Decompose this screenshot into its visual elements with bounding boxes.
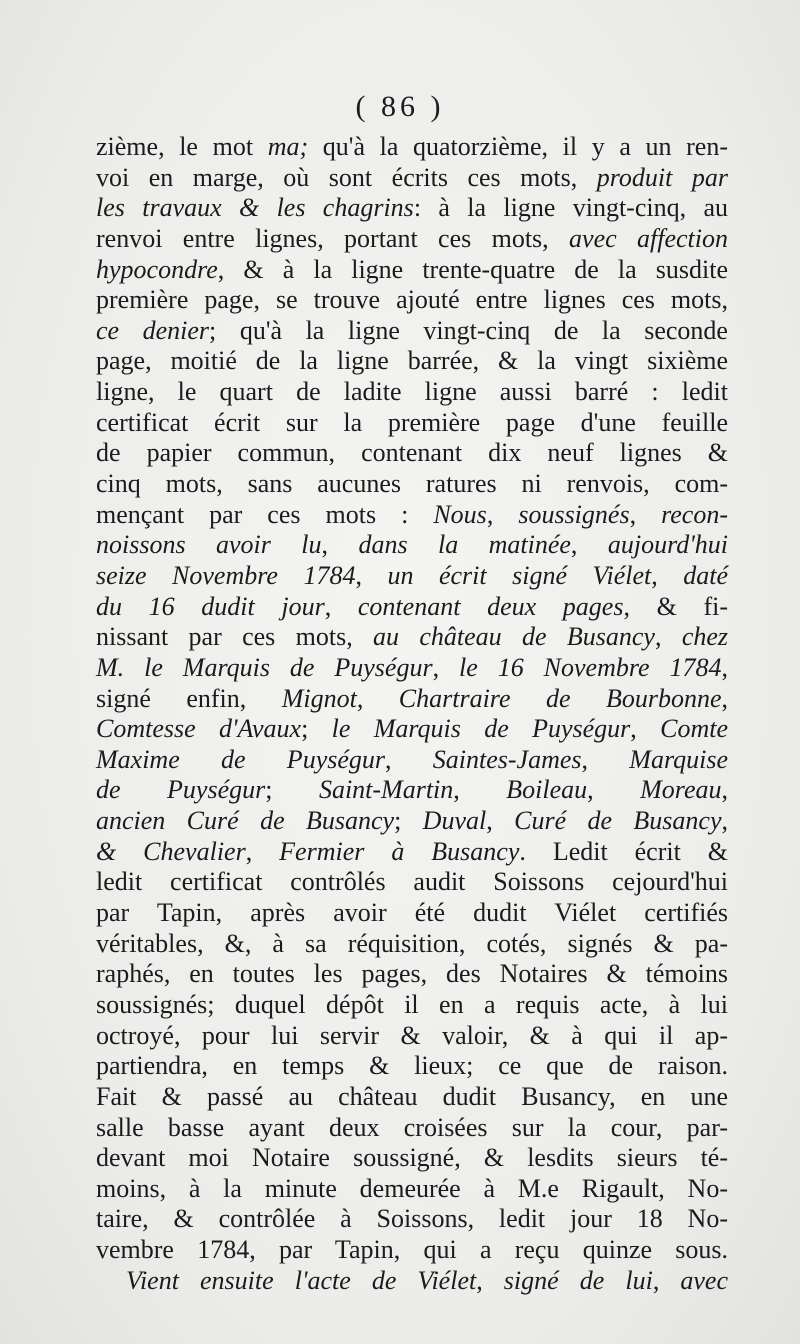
italic-text: Chartraire de Bourbonne <box>398 683 722 713</box>
roman-text: , <box>324 591 358 621</box>
roman-text: par Tapin, après avoir été dudit Viélet certifiés <box>96 898 728 928</box>
roman-text: , <box>245 836 280 866</box>
roman-text: , <box>355 560 388 590</box>
roman-text: signé enfin, <box>96 683 282 713</box>
italic-text: noissons avoir lu <box>96 530 322 560</box>
text-line <box>96 1266 728 1297</box>
italic-text: recon- <box>661 499 728 529</box>
roman-text: , <box>654 622 682 652</box>
text-line <box>96 592 728 623</box>
italic-text: seize Novembre 1784 <box>96 560 356 590</box>
roman-text: salle basse ayant deux croisées sur la cour, par- <box>96 1112 728 1142</box>
roman-text: cinq mots, sans aucunes ratures ni renvois, com- <box>96 469 728 499</box>
roman-text: ledit certificat contrôlés audit Soissons cejourd'hui <box>96 867 728 897</box>
text-line <box>96 255 728 286</box>
italic-text: du 16 dudit jour <box>96 591 325 621</box>
text-line <box>96 929 728 960</box>
italic-text: Saint-Martin <box>318 775 454 805</box>
roman-text: ligne, le quart de ladite ligne aussi barré : ledit <box>96 377 728 407</box>
italic-text: ancien Curé de Busancy <box>96 806 395 836</box>
italic-text: les travaux & les chagrins <box>96 193 414 223</box>
text-line <box>96 224 728 255</box>
text-line <box>96 1204 728 1235</box>
text-line <box>96 1174 728 1205</box>
roman-text: renvoi entre lignes, portant ces mots, <box>96 223 570 253</box>
italic-text: chez <box>681 622 729 652</box>
italic-text: avec affection <box>569 223 728 253</box>
text-line <box>96 530 728 561</box>
roman-text: ; <box>265 775 319 805</box>
italic-text: ma; <box>267 132 309 161</box>
italic-text: avec <box>680 1265 729 1295</box>
text-line <box>96 745 728 776</box>
text-line <box>96 684 728 715</box>
text-line <box>96 193 728 224</box>
text-line <box>96 408 728 439</box>
roman-text: Fait & passé au château dudit Busancy, en une <box>96 1081 728 1111</box>
roman-text: page, moitié de la ligne barrée, & la vingt sixième <box>96 346 728 376</box>
italic-text: Maxime de Puységur <box>96 744 386 774</box>
roman-text: soussignés; duquel dépôt il en a requis acte, à lui <box>96 989 728 1019</box>
text-line <box>96 1113 728 1144</box>
roman-text: , <box>721 775 728 805</box>
roman-text: partiendra, en temps & lieux; ce que de raison. <box>96 1051 728 1081</box>
italic-text: signé de lui <box>503 1265 653 1295</box>
roman-text: zième, le mot <box>96 132 268 161</box>
text-line <box>96 438 728 469</box>
text-line <box>96 469 728 500</box>
italic-text: produit par <box>596 162 728 192</box>
text-line <box>96 990 728 1021</box>
text-line <box>96 1143 728 1174</box>
text-line <box>96 622 728 653</box>
text-line <box>96 1021 728 1052</box>
text-line <box>96 775 728 806</box>
italic-text: le Marquis de Puységur <box>331 714 631 744</box>
roman-text: , <box>453 775 507 805</box>
italic-text: dans la matinée <box>358 530 571 560</box>
roman-text: ; <box>394 806 423 836</box>
roman-text: véritables, &, à sa réquisition, cotés, signés & pa- <box>96 928 728 958</box>
text-line <box>96 1051 728 1082</box>
italic-text: Boileau <box>506 775 588 805</box>
italic-text: au château de Busancy <box>373 622 655 652</box>
roman-text: , <box>721 683 728 713</box>
roman-text: , <box>570 530 608 560</box>
italic-text: contenant deux pages <box>357 591 624 621</box>
text-line <box>96 377 728 408</box>
roman-text: : à la ligne vingt-cinq, au <box>413 193 728 223</box>
roman-text: voi en marge, où sont écrits ces mots, <box>96 162 597 192</box>
italic-text: Mignot <box>281 683 357 713</box>
text-line <box>96 959 728 990</box>
text-line <box>96 500 728 531</box>
roman-text: , <box>651 560 684 590</box>
text-line <box>96 867 728 898</box>
roman-text: mençant par ces mots : <box>96 499 434 529</box>
italic-text: Nous <box>433 499 487 529</box>
italic-text: hypocondre <box>96 254 218 284</box>
roman-text: première page, se trouve ajouté entre lignes ces mots, <box>96 285 728 315</box>
roman-text: , <box>321 530 359 560</box>
roman-text: , <box>432 652 460 682</box>
text-line <box>96 653 728 684</box>
roman-text: moins, à la minute demeurée à M.e Rigault, No- <box>96 1173 728 1203</box>
text-line <box>96 285 728 316</box>
italic-text: soussignés <box>518 499 630 529</box>
text-line <box>96 806 728 837</box>
italic-text: Curé de Busancy <box>514 806 722 836</box>
roman-text: qu'à la quatorzième, il y a un ren‑ <box>308 132 729 161</box>
italic-text: Saintes-James <box>432 744 582 774</box>
roman-text: , <box>629 499 662 529</box>
roman-text: , <box>476 1265 504 1295</box>
text-line <box>96 898 728 929</box>
text-line <box>96 346 728 377</box>
italic-text: Comtesse d'Avaux <box>96 714 302 744</box>
italic-text: Comte <box>660 714 728 744</box>
italic-text: ce denier <box>96 315 210 345</box>
roman-text: , <box>486 499 519 529</box>
roman-text: , <box>385 744 433 774</box>
body-text <box>96 132 728 1296</box>
roman-text: . Ledit écrit & <box>519 836 728 866</box>
roman-text: ; qu'à la ligne vingt-cinq de la seconde <box>209 315 728 345</box>
text-line <box>96 837 728 868</box>
roman-text: ; <box>301 714 332 744</box>
roman-text: , <box>721 806 728 836</box>
roman-text: devant moi Notaire soussigné, & lesdits sieurs té- <box>96 1143 728 1173</box>
italic-text: & Chevalier <box>96 836 246 866</box>
italic-text: Fermier à Busancy <box>279 836 520 866</box>
text-line <box>96 1235 728 1266</box>
text-line <box>96 1082 728 1113</box>
roman-text: , <box>587 775 641 805</box>
roman-text: , <box>630 714 661 744</box>
roman-text: taire, & contrôlée à Soissons, ledit jour 18 No- <box>96 1204 728 1234</box>
roman-text: , <box>356 683 399 713</box>
page-number: ( 86 ) <box>355 90 445 123</box>
italic-text: aujourd'hui <box>607 530 729 560</box>
text-line <box>96 316 728 347</box>
roman-text: raphés, en toutes les pages, des Notaires & témoins <box>96 959 728 989</box>
roman-text: vembre 1784, par Tapin, qui a reçu quinze sous. <box>96 1235 728 1265</box>
roman-text: , <box>652 1265 681 1295</box>
text-line <box>96 163 728 194</box>
roman-text: , & à la ligne trente-quatre de la susdite <box>217 254 728 284</box>
roman-text: nissant par ces mots, <box>96 622 374 652</box>
italic-text: Moreau <box>640 775 722 805</box>
roman-text: , <box>581 744 630 774</box>
roman-text: octroyé, pour lui servir & valoir, & à qui il ap- <box>96 1020 728 1050</box>
text-line <box>96 132 728 163</box>
italic-text: Marquise <box>629 744 728 774</box>
italic-text: le 16 Novembre 1784 <box>459 652 722 682</box>
italic-text: Duval <box>422 806 487 836</box>
roman-text: , <box>486 806 515 836</box>
roman-text: , & fi- <box>623 591 729 621</box>
text-line <box>96 714 728 745</box>
italic-text: daté <box>683 560 729 590</box>
italic-text: M. le Marquis de Puységur <box>96 652 433 682</box>
roman-text: de papier commun, contenant dix neuf lignes & <box>96 438 728 468</box>
roman-text: certificat écrit sur la première page d'une feuille <box>96 407 728 437</box>
italic-text: un écrit signé Viélet <box>387 560 652 590</box>
italic-text: Vient ensuite l'acte de Viélet <box>126 1265 477 1295</box>
roman-text: , <box>721 652 729 682</box>
text-line <box>96 561 728 592</box>
italic-text: de Puységur <box>96 775 266 805</box>
